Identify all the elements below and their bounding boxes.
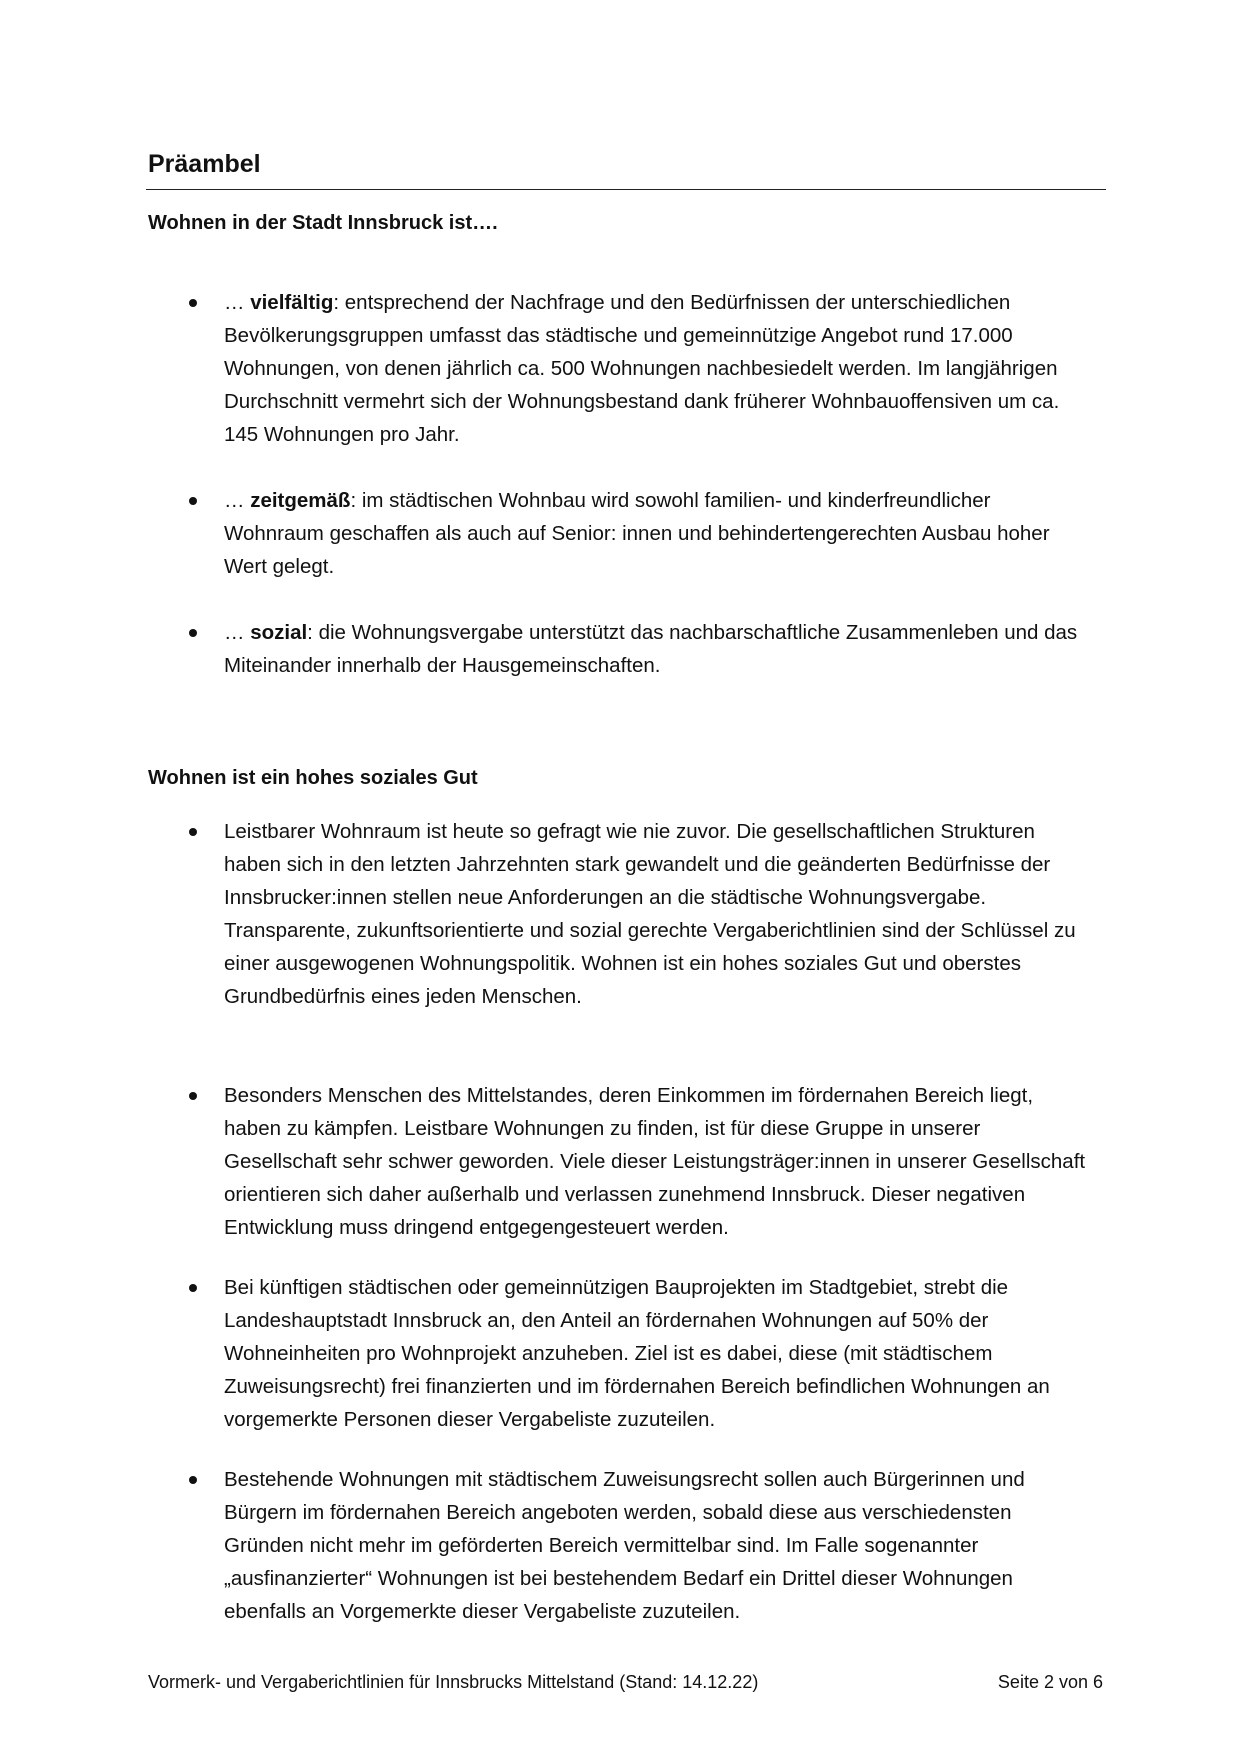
bullet-icon <box>189 299 197 307</box>
keyword: zeitgemäß <box>250 489 351 512</box>
section-heading-soziales-gut: Wohnen ist ein hohes soziales Gut <box>148 767 478 789</box>
keyword: vielfältig <box>250 291 334 314</box>
page-title: Präambel <box>148 150 261 178</box>
footer-page-number: Seite 2 von 6 <box>997 1672 1103 1692</box>
list-item-text: Bei künftigen städtischen oder gemeinnützigen Bauprojekten im Stadtgebiet, strebt die Landeshauptstadt Innsbruck an, den Anteil an fördernahen Wohnungen auf 50% der Wohneinheiten pro Wohnprojekt anzuheben. Ziel ist es dabei, diese (mit städtischem Zuweisungsrecht) frei finanzierten und im fördernahen Bereich befindlichen Wohnungen an vorgemerkte Personen dieser Vergabeliste zuzuteilen. <box>224 1276 1050 1431</box>
list-item-text: Bestehende Wohnungen mit städtischem Zuweisungsrecht sollen auch Bürgerinnen und Bürgern im fördernahen Bereich angeboten werden, sobald diese aus verschiedensten Gründen nicht mehr im geförderten Bereich vermittelbar sind. Im Falle sogenannter „ausfinanzierter“ Wohnungen ist bei bestehendem Bedarf ein Drittel dieser Wohnungen ebenfalls an Vorgemerkte dieser Vergabeliste zuzuteilen. <box>224 1468 1025 1623</box>
list-item <box>0 1079 1094 1271</box>
list-item-vielfaeltig <box>0 286 1094 484</box>
bullet-icon <box>189 1476 197 1484</box>
bullet-icon <box>189 1284 197 1292</box>
list-item-text: Besonders Menschen des Mittelstandes, deren Einkommen im fördernahen Bereich liegt, haben zu kämpfen. Leistbare Wohnungen zu finden, ist für diese Gruppe in unserer Gesellschaft sehr schwer geworden. Viele dieser Leistungsträger:innen in unserer Gesellschaft orientieren sich daher außerhalb und verlassen zunehmend Innsbruck. Dieser negativen Entwicklung muss dringend entgegengesteuert werden. <box>224 1084 1086 1239</box>
bullet-list-wohnen-in-innsbruck <box>0 286 1241 682</box>
list-item-zeitgemaess <box>0 484 1094 616</box>
list-item-text: … zeitgemäß: im städtischen Wohnbau wird sowohl familien- und kinderfreundlicher Wohnraum geschaffen als auch auf Senior: innen und behindertengerechten Ausbau hoher Wert gelegt. <box>224 489 1050 578</box>
bullet-icon <box>189 1092 197 1100</box>
bullet-icon <box>189 629 197 637</box>
list-item-text: … vielfältig: entsprechend der Nachfrage und den Bedürfnissen der unterschiedlichen Bevölkerungsgruppen umfasst das städtische und gemeinnützige Angebot rund 17.000 Wohnungen, von denen jährlich ca. 500 Wohnungen nachbesiedelt werden. Im langjährigen Durchschnitt vermehrt sich der Wohnungsbestand dank früherer Wohnbauoffensiven um ca. 145 Wohnungen pro Jahr. <box>224 291 1060 446</box>
list-item-sozial <box>0 616 1094 682</box>
list-item <box>0 1463 1094 1628</box>
list-item-text: … sozial: die Wohnungsvergabe unterstützt das nachbarschaftliche Zusammenleben und das Miteinander innerhalb der Hausgemeinschaften. <box>224 621 1078 677</box>
footer-document-title: Vormerk- und Vergaberichtlinien für Innsbrucks Mittelstand (Stand: 14.12.22) <box>148 1672 759 1692</box>
list-item <box>0 1271 1094 1463</box>
section-heading-wohnen-in-innsbruck: Wohnen in der Stadt Innsbruck ist…. <box>148 212 498 234</box>
keyword: sozial <box>250 621 308 644</box>
bullet-icon <box>189 828 197 836</box>
list-item <box>0 815 1094 1079</box>
bullet-icon <box>189 497 197 505</box>
page-footer <box>148 1672 1103 1693</box>
list-item-text: Leistbarer Wohnraum ist heute so gefragt wie nie zuvor. Die gesellschaftlichen Strukturen haben sich in den letzten Jahrzehnten stark gewandelt und die geänderten Bedürfnisse der Innsbrucker:innen stellen neue Anforderungen an die städtische Wohnungsvergabe. Transparente, zukunftsorientierte und sozial gerechte Vergaberichtlinien sind der Schlüssel zu einer ausgewogenen Wohnungspolitik. Wohnen ist ein hohes soziales Gut und oberstes Grundbedürfnis eines jeden Menschen. <box>224 820 1076 1008</box>
bullet-list-soziales-gut <box>0 815 1241 1628</box>
title-divider <box>146 189 1106 190</box>
